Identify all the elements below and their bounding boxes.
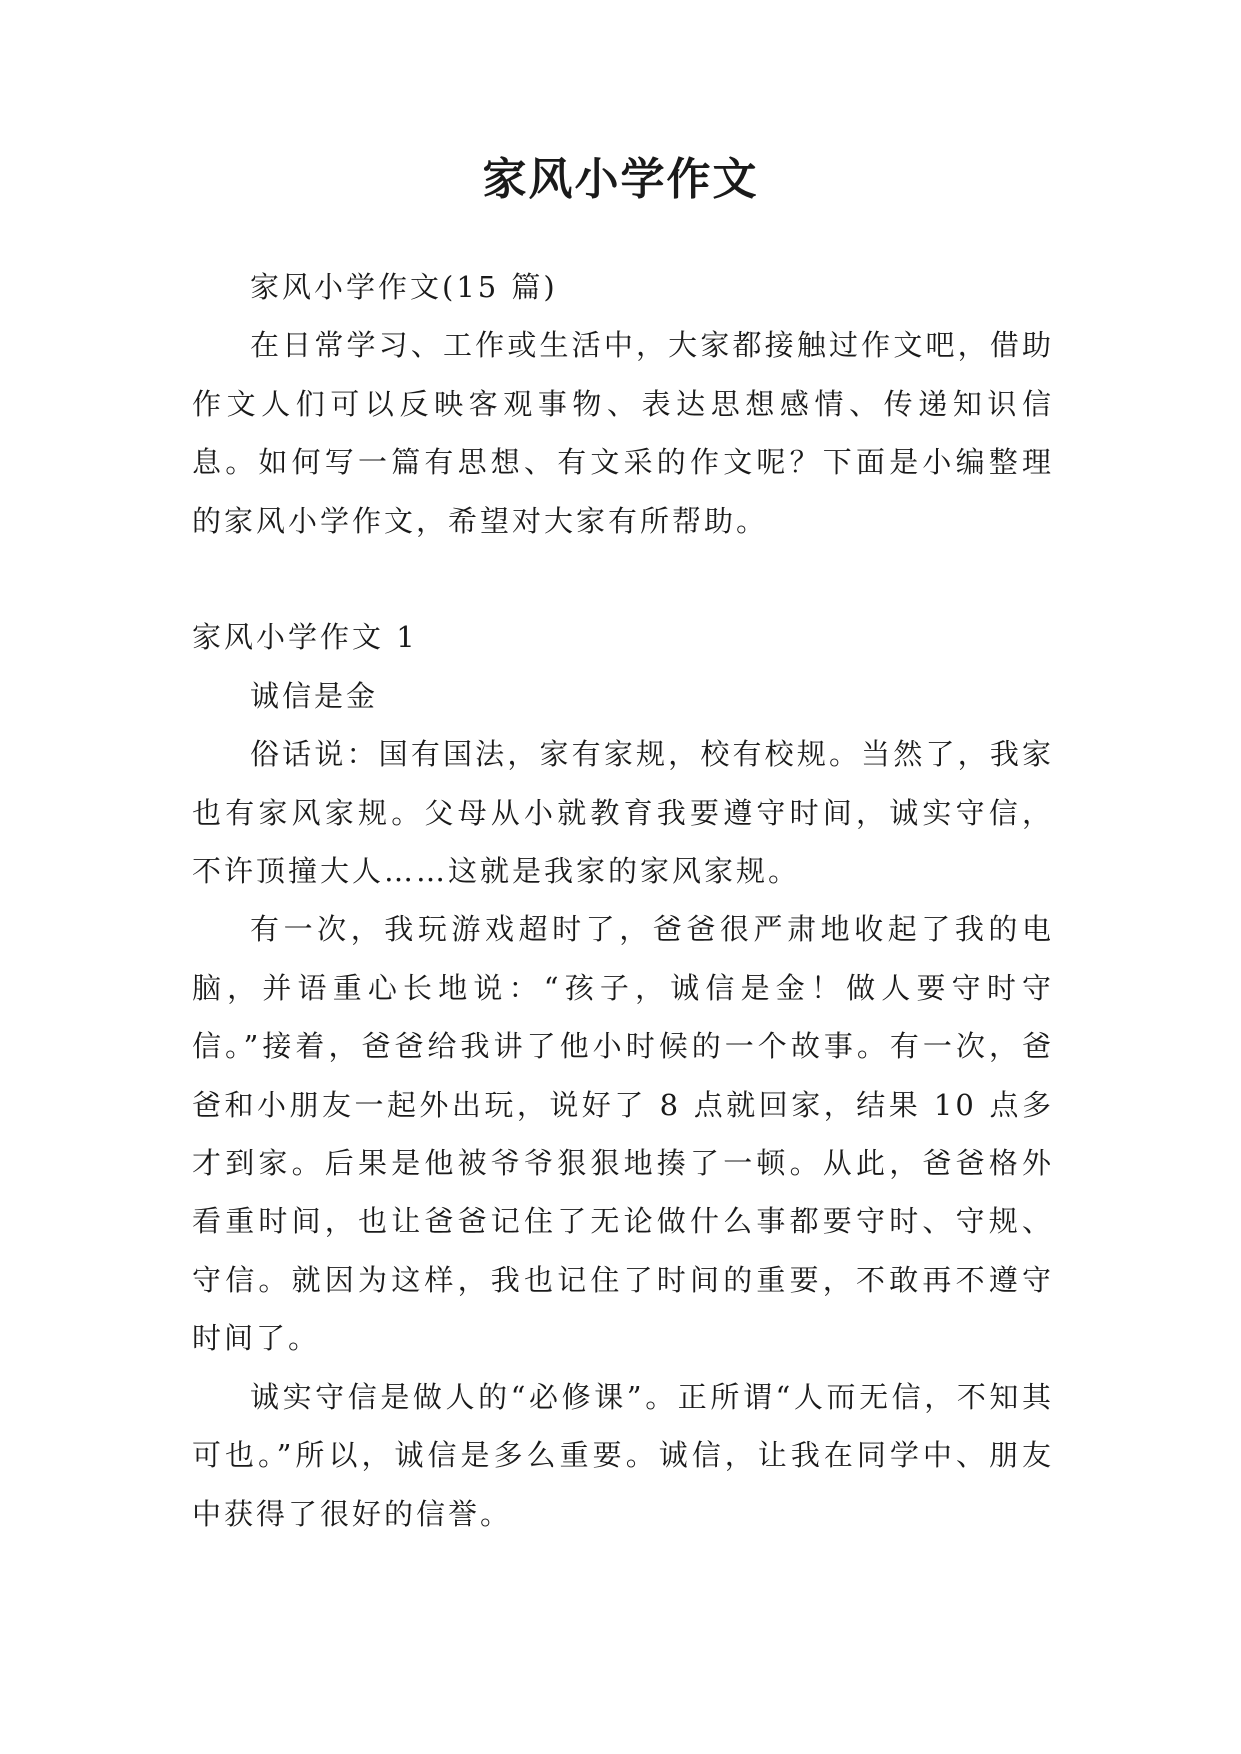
section-heading: 家风小学作文 1 (192, 620, 418, 655)
essay-paragraph: 诚实守信是做人的“必修课”。正所谓“人而无信，不知其可也。”所以，诚信是多么重要。诚信，让我在同学中、朋友中获得了很好的信誉。 (192, 1379, 1054, 1531)
document-title: 家风小学作文 (482, 154, 759, 205)
intro-paragraph: 在日常学习、工作或生活中，大家都接触过作文吧，借助作文人们可以反映客观事物、表达思想感情、传递知识信息。如何写一篇有思想、有文采的作文呢？下面是小编整理的家风小学作文，希望对大家有所帮助。 (192, 328, 1054, 538)
essay-title: 诚信是金 (250, 678, 379, 713)
essay-paragraph: 俗话说：国有国法，家有家规，校有校规。当然了，我家也有家风家规。父母从小就教育我要遵守时间，诚实守信，不许顶撞大人……这就是我家的家风家规。 (192, 737, 1054, 889)
document-body (192, 258, 1054, 1543)
essay-paragraph: 有一次，我玩游戏超时了，爸爸很严肃地收起了我的电脑，并语重心长地说：“孩子，诚信是金！做人要守时守信。”接着，爸爸给我讲了他小时候的一个故事。有一次，爸爸和小朋友一起外出玩，说好了 8 点就回家，结果 10 点多才到家。后果是他被爷爷狠狠地揍了一顿。从此，爸爸格外看重时间，也让爸爸记住了无论做什么事都要守时、守规、守信。就因为这样，我也记住了时间的重要，不敢再不遵守时间了。 (192, 912, 1054, 1356)
paragraph-gap (192, 550, 1054, 608)
document-subtitle: 家风小学作文(15 篇) (250, 270, 558, 304)
